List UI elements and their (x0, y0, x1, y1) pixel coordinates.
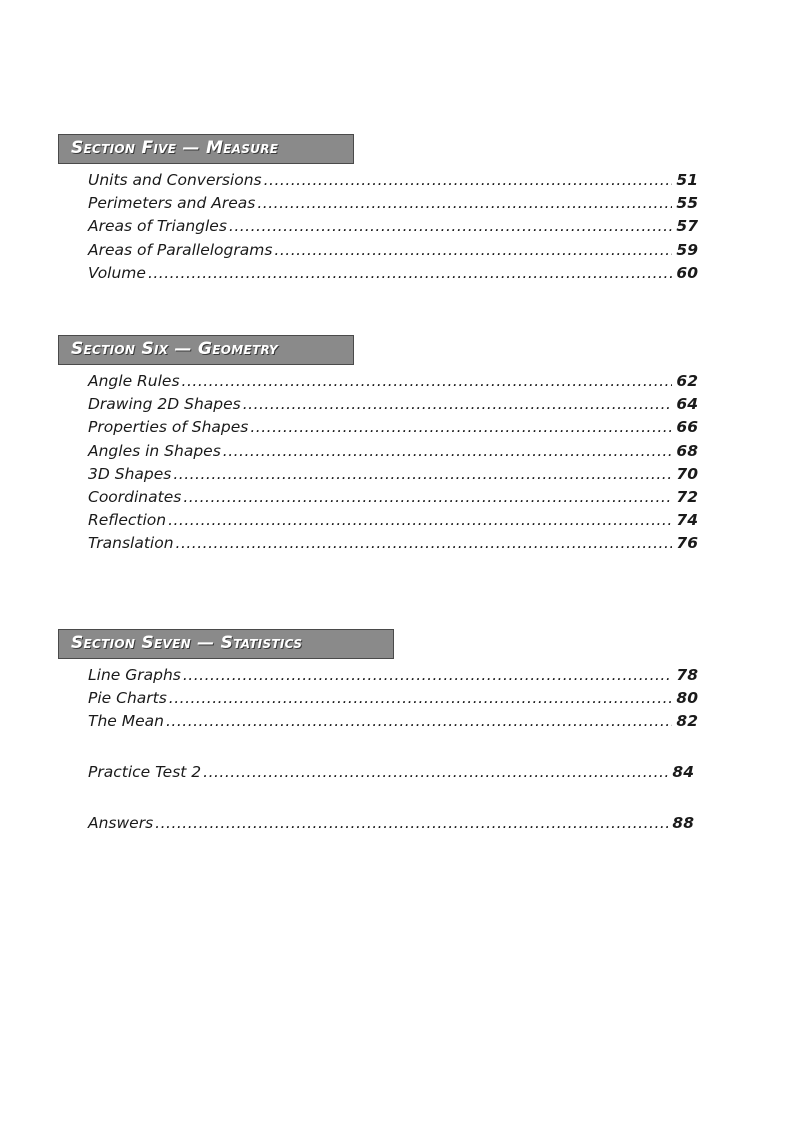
toc-entry[interactable] (88, 418, 698, 441)
toc-entry[interactable] (88, 488, 698, 511)
toc-entry-page: 55 (676, 194, 698, 213)
toc-entry[interactable] (88, 171, 698, 194)
section-five (58, 134, 698, 287)
toc-entry-title: Line Graphs (88, 666, 181, 684)
answers-entry-block (88, 814, 694, 837)
dot-leader (148, 264, 672, 282)
toc-entry[interactable] (88, 372, 698, 395)
dot-leader (173, 465, 672, 483)
toc-entry-page: 68 (676, 441, 698, 460)
toc-entry-page: 72 (676, 487, 698, 506)
toc-entry[interactable] (88, 511, 698, 534)
dot-leader (182, 372, 672, 390)
toc-entry-page: 64 (676, 395, 698, 414)
toc-entry-page: 66 (676, 418, 698, 437)
toc-entry-page: 80 (676, 689, 698, 708)
dot-leader (168, 511, 672, 529)
toc-entry-title: Volume (88, 263, 146, 282)
toc-entry-title: 3D Shapes (88, 464, 172, 483)
section-six (58, 335, 698, 558)
toc-entry[interactable] (88, 395, 698, 418)
dot-leader (264, 171, 672, 189)
toc-entry[interactable] (88, 534, 698, 557)
dot-leader (243, 395, 672, 413)
toc-entry[interactable] (88, 712, 698, 735)
toc-entry-page: 70 (676, 464, 698, 483)
toc-entry-page: 88 (672, 814, 694, 832)
toc-entry-page: 84 (672, 763, 694, 781)
dot-leader (176, 534, 672, 552)
practice-test-entry-block (88, 763, 694, 786)
toc-entry[interactable] (88, 217, 698, 240)
section-heading: Section Five — Measure (58, 134, 354, 164)
toc-entry-page: 59 (676, 240, 698, 259)
toc-entry-title: Areas of Triangles (88, 217, 227, 236)
toc-entry[interactable] (88, 465, 698, 488)
toc-entry-title: Units and Conversions (88, 171, 262, 189)
toc-entry-page: 76 (676, 534, 698, 553)
toc-entry-title: Practice Test 2 (88, 763, 202, 781)
toc-entry-page: 82 (676, 712, 698, 731)
toc-entry-page: 60 (676, 263, 698, 282)
dot-leader (250, 418, 672, 436)
toc-entry[interactable] (88, 264, 698, 287)
dot-leader (166, 712, 672, 730)
toc-entry[interactable] (88, 241, 698, 264)
toc-entry-page: 74 (676, 511, 698, 530)
dot-leader (203, 763, 668, 781)
toc-entry-title: Angles in Shapes (88, 441, 221, 460)
toc-entry-title: Properties of Shapes (88, 418, 249, 437)
toc-entry[interactable] (88, 442, 698, 465)
toc-entry-page: 78 (676, 666, 698, 684)
toc-entry-title: Areas of Parallelograms (88, 240, 273, 259)
section-seven (58, 629, 698, 736)
toc-entry-page: 57 (676, 217, 698, 236)
toc-entry-title: Angle Rules (88, 372, 180, 390)
toc-entry-title: Pie Charts (88, 689, 167, 708)
toc-entry-title: Coordinates (88, 487, 182, 506)
dot-leader (169, 689, 672, 707)
dot-leader (183, 488, 672, 506)
toc-list (58, 171, 698, 287)
toc-entry[interactable] (88, 814, 694, 837)
dot-leader (183, 666, 672, 684)
dot-leader (274, 241, 672, 259)
toc-entry-page: 62 (676, 372, 698, 390)
toc-entry[interactable] (88, 763, 694, 786)
toc-entry-title: Translation (88, 534, 174, 553)
dot-leader (223, 442, 672, 460)
dot-leader (229, 217, 672, 235)
toc-entry[interactable] (88, 666, 698, 689)
toc-entry-page: 51 (676, 171, 698, 189)
toc-entry-title: Answers (88, 814, 154, 832)
toc-list (58, 666, 698, 736)
toc-entry[interactable] (88, 194, 698, 217)
dot-leader (155, 814, 668, 832)
toc-entry-title: Drawing 2D Shapes (88, 395, 241, 414)
dot-leader (257, 194, 672, 212)
toc-entry-title: The Mean (88, 712, 164, 731)
section-heading: Section Six — Geometry (58, 335, 354, 365)
toc-entry-title: Perimeters and Areas (88, 194, 256, 213)
toc-entry[interactable] (88, 689, 698, 712)
toc-list (58, 372, 698, 558)
section-heading: Section Seven — Statistics (58, 629, 394, 659)
toc-entry-title: Reflection (88, 511, 167, 530)
